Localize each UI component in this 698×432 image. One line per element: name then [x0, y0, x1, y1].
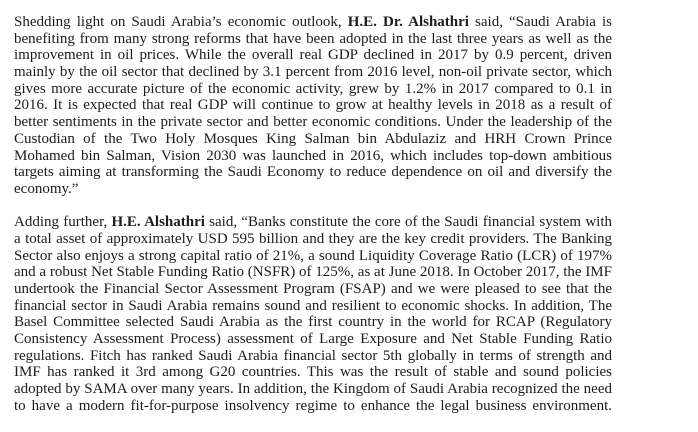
text-line-content — [14, 381, 612, 398]
text-segment: Consistency Assessment Process) assessment of Large Exposure and Net Stable Funding Ratio — [14, 331, 612, 348]
text-line — [14, 313, 612, 330]
text-line — [14, 280, 612, 297]
text-line-content — [14, 181, 78, 198]
text-line — [14, 397, 612, 414]
text-line — [14, 180, 612, 197]
text-line-content — [14, 131, 612, 148]
text-line-content — [14, 314, 612, 331]
text-line-content — [14, 264, 612, 281]
paragraph-economic-outlook — [14, 13, 612, 197]
text-segment: undertook the Financial Sector Assessment Program (FSAP) and we were pleased to see that the — [14, 281, 612, 297]
text-segment: Custodian of the Two Holy Mosques King Salman bin Abdulaziz and HRH Crown Prince — [14, 130, 612, 147]
text-line-content — [14, 348, 612, 365]
text-line-content — [14, 298, 612, 315]
text-segment: mainly by the oil sector that declined by 3.1 percent from 2016 level, non-oil private sector, which — [14, 64, 612, 81]
text-line-content — [14, 47, 612, 64]
text-line-content — [14, 14, 612, 31]
text-line — [14, 130, 612, 147]
text-line-content — [14, 231, 612, 248]
text-line — [14, 297, 612, 314]
text-segment: economy.” — [14, 180, 79, 197]
text-line — [14, 380, 612, 397]
text-segment: IMF has ranked it 3rd among G20 countries. This was the result of stable and sound policies — [14, 364, 612, 381]
text-line — [14, 147, 612, 164]
text-segment: Sector also enjoys a strong capital ratio of 21%, a sound Liquidity Coverage Ratio (LCR) of 197% — [14, 247, 612, 264]
text-segment: financial sector in Saudi Arabia remains sound and resilient to economic shocks. In addition, The — [14, 297, 612, 314]
text-line — [14, 163, 612, 180]
text-line — [14, 247, 612, 264]
text-line-content — [14, 97, 612, 114]
document-body — [14, 13, 612, 414]
text-line — [14, 263, 612, 280]
text-line — [14, 96, 612, 113]
text-line-content — [14, 114, 612, 131]
text-line-content — [14, 281, 612, 298]
text-segment: said, “Saudi Arabia is — [468, 14, 612, 30]
text-segment: regulations. Fitch has ranked Saudi Arabia financial sector 5th globally in terms of strength and — [14, 347, 612, 364]
text-line — [14, 80, 612, 97]
text-line — [14, 13, 612, 30]
text-line — [14, 213, 612, 230]
text-line-content — [14, 148, 612, 165]
text-segment: improvement in oil prices. While the overall real GDP declined in 2017 by 0.9 percent, driven — [14, 47, 612, 64]
text-segment: a total asset of approximately USD 595 billion and they are the key credit providers. The Banking — [14, 230, 612, 247]
text-segment: said, “Banks constitute the core of the Saudi financial system with — [204, 214, 613, 231]
text-line-content — [14, 398, 612, 415]
text-segment: Shedding light on Saudi Arabia’s economic outlook, — [14, 14, 348, 30]
text-line-content — [14, 364, 612, 381]
text-segment: and a robust Net Stable Funding Ratio (NSFR) of 125%, as at June 2018. In October 2017, the IMF — [14, 264, 612, 281]
text-line-content — [14, 331, 612, 348]
text-line — [14, 330, 612, 347]
text-line-content — [14, 214, 612, 231]
text-line — [14, 30, 612, 47]
text-segment: Adding further, — [14, 214, 112, 231]
text-line — [14, 46, 612, 63]
text-line — [14, 63, 612, 80]
text-line-content — [14, 248, 612, 265]
text-line — [14, 230, 612, 247]
text-segment: better sentiments in the private sector and better economic conditions. Under the leadership of the — [14, 114, 612, 131]
paragraph-financial-system — [14, 213, 612, 413]
text-line-content — [14, 81, 612, 98]
text-segment: adopted by SAMA over many years. In addition, the Kingdom of Saudi Arabia recognized the need — [14, 381, 612, 398]
text-line-content — [14, 64, 612, 81]
text-segment: targets aiming at transforming the Saudi Economy to reduce dependence on oil and diversify the — [14, 164, 612, 181]
text-line-content — [14, 164, 612, 181]
text-segment: to have a modern fit-for-purpose insolvency regime to enhance the legal business environment. — [14, 397, 612, 414]
text-line-content — [14, 31, 612, 48]
text-segment: Basel Committee selected Saudi Arabia as the first country in the world for RCAP (Regulatory — [14, 314, 612, 331]
text-line — [14, 347, 612, 364]
text-line — [14, 113, 612, 130]
text-segment: gives more accurate picture of the economic activity, grew by 1.2% in 2017 compared to 0.1 in — [14, 80, 612, 97]
text-segment: Mohamed bin Salman, Vision 2030 was launched in 2016, which includes top-down ambitious — [14, 147, 612, 164]
speaker-name-bold: H.E. Dr. Alshathri — [347, 14, 469, 30]
text-line — [14, 363, 612, 380]
speaker-name-bold: H.E. Alshathri — [111, 214, 205, 231]
text-segment: benefiting from many strong reforms that have been adopted in the last three years as well as the — [14, 30, 612, 47]
text-segment: 2016. It is expected that real GDP will continue to grow at healthy levels in 2018 as a result of — [14, 97, 612, 114]
